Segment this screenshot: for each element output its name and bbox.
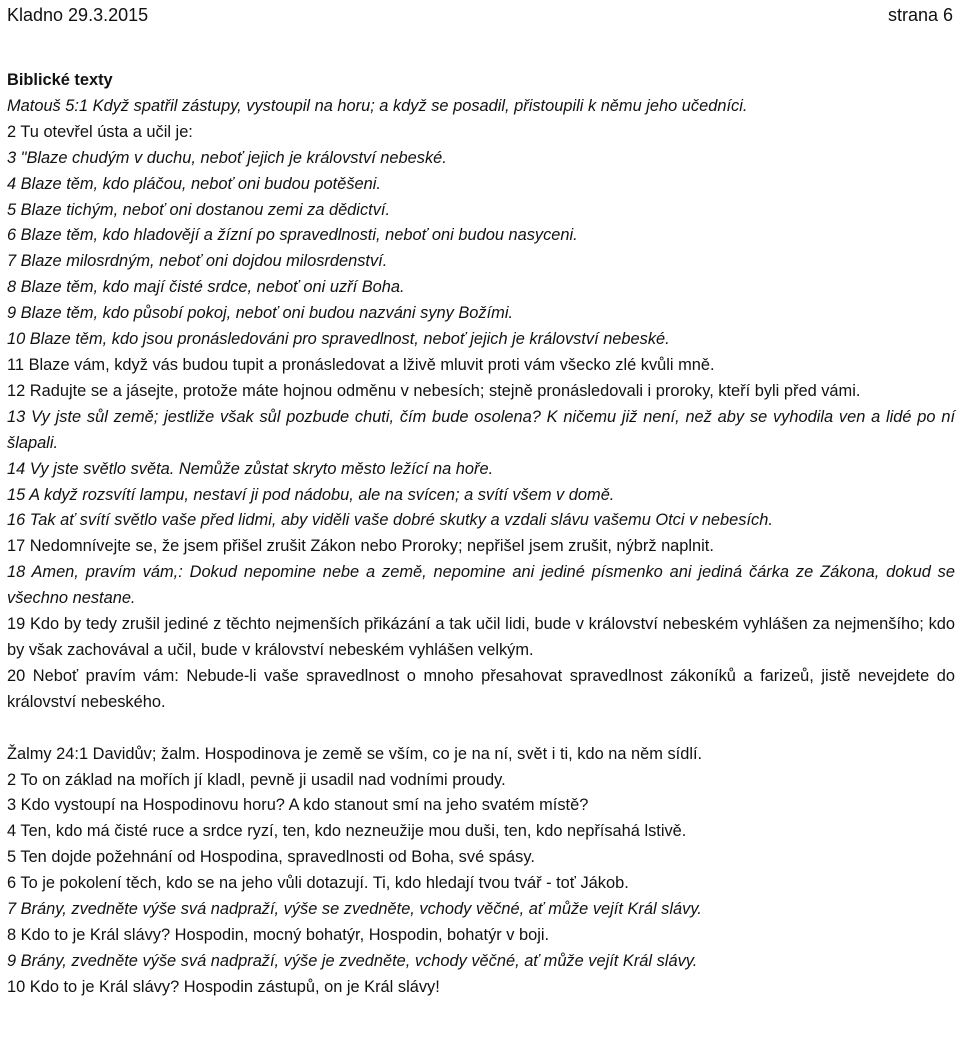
psalm-verse-4: 4 Ten, kdo má čisté ruce a srdce ryzí, ten, kdo nezneužije mou duši, ten, kdo nepřísahá lstivě. xyxy=(7,822,687,841)
psalm-verse-5: 5 Ten dojde požehnání od Hospodina, spravedlnosti od Boha, své spásy. xyxy=(7,848,535,867)
matthew-verse-10: 10 Blaze těm, kdo jsou pronásledováni pro spravedlnost, neboť jejich je království nebeské. xyxy=(7,330,670,349)
place-date: Kladno 29.3.2015 xyxy=(7,5,149,25)
matthew-verse-11: 11 Blaze vám, když vás budou tupit a pronásledovat a lživě mluvit proti vám všecko zlé kvůli mně. xyxy=(7,355,715,374)
matthew-verse-3: 3 "Blaze chudým v duchu, neboť jejich je království nebeské. xyxy=(7,148,447,167)
matthew-verse-4: 4 Blaze těm, kdo pláčou, neboť oni budou potěšeni. xyxy=(7,174,381,193)
section-spacer xyxy=(7,716,955,742)
matthew-verse-15: 15 A když rozsvítí lampu, nestaví ji pod nádobu, ale na svícen; a svítí všem v domě. xyxy=(7,485,615,504)
matthew-verse-12: 12 Radujte se a jásejte, protože máte hojnou odměnu v nebesích; stejně pronásledovali i proroky, kteří byli před vámi. xyxy=(7,381,861,400)
psalm-verse-3: 3 Kdo vystoupí na Hospodinovu horu? A kdo stanout smí na jeho svatém místě? xyxy=(7,796,589,815)
matthew-verse-18: 18 Amen, pravím vám,: Dokud nepomine nebe a země, nepomine ani jediné písmenko ani jediná čárka ze Zákona, dokud se všechno nestane. xyxy=(7,563,955,608)
matthew-verse-16: 16 Tak ať svítí světlo vaše před lidmi, aby viděli vaše dobré skutky a vzdali slávu vašemu Otci v nebesích. xyxy=(7,511,773,530)
page-number: strana 6 xyxy=(887,5,953,25)
matthew-verse-19: 19 Kdo by tedy zrušil jediné z těchto nejmenších přikázání a tak učil lidi, bude v království nebeském vyhlášen za nejmenšího; kdo by však zachovával a učil, bude v království nebeském vyhlášen velkým. xyxy=(7,615,955,659)
page-header xyxy=(7,2,953,28)
matthew-verse-9: 9 Blaze těm, kdo působí pokoj, neboť oni budou nazváni syny Božími. xyxy=(7,304,514,323)
psalm-verse-9: 9 Brány, zvedněte výše svá nadpraží, výše je zvedněte, vchody věčné, ať může vejít Král slávy. xyxy=(7,951,698,970)
document-body xyxy=(7,68,955,1001)
matthew-verse-7: 7 Blaze milosrdným, neboť oni dojdou milosrdenství. xyxy=(7,252,388,271)
matthew-verse-17: 17 Nedomnívejte se, že jsem přišel zrušit Zákon nebo Proroky; nepřišel jsem zrušit, nýbrž naplnit. xyxy=(7,537,714,556)
matthew-verse-5: 5 Blaze tichým, neboť oni dostanou zemi za dědictví. xyxy=(7,200,390,219)
matthew-verse-2: 2 Tu otevřel ústa a učil je: xyxy=(7,122,193,141)
matthew-verse-14: 14 Vy jste světlo světa. Nemůže zůstat skryto město ležící na hoře. xyxy=(7,459,494,478)
psalm-verse-10: 10 Kdo to je Král slávy? Hospodin zástupů, on je Král slávy! xyxy=(7,977,440,996)
psalm-verse-7: 7 Brány, zvedněte výše svá nadpraží, výše se zvedněte, vchody věčné, ať může vejít Král slávy. xyxy=(7,900,702,919)
matthew-verse-1: Matouš 5:1 Když spatřil zástupy, vystoupil na horu; a když se posadil, přistoupili k němu jeho učedníci. xyxy=(7,96,748,115)
psalm-verse-8: 8 Kdo to je Král slávy? Hospodin, mocný bohatýr, Hospodin, bohatýr v boji. xyxy=(7,926,550,944)
matthew-verse-13: 13 Vy jste sůl země; jestliže však sůl pozbude chuti, čím bude osolena? K ničemu již není, než aby se vyhodila ven a lidé po ní šlapali. xyxy=(7,407,955,452)
section-title: Biblické texty xyxy=(7,71,113,89)
psalm-verse-1: Žalmy 24:1 Davidův; žalm. Hospodinova je země se vším, co je na ní, svět i ti, kdo na něm sídlí. xyxy=(7,744,703,763)
matthew-verse-6: 6 Blaze těm, kdo hladovějí a žízní po spravedlnosti, neboť oni budou nasyceni. xyxy=(7,226,578,245)
matthew-verse-8: 8 Blaze těm, kdo mají čisté srdce, neboť oni uzří Boha. xyxy=(7,278,405,297)
psalm-verse-6: 6 To je pokolení těch, kdo se na jeho vůli dotazují. Ti, kdo hledají tvou tvář - toť Jákob. xyxy=(7,874,629,893)
psalm-verse-2: 2 To on základ na mořích jí kladl, pevně ji usadil nad vodními proudy. xyxy=(7,770,506,789)
matthew-verse-20: 20 Neboť pravím vám: Nebude-li vaše spravedlnost o mnoho přesahovat spravedlnost zákoníků a farizeů, jistě nevejdete do království nebeského. xyxy=(7,666,955,711)
